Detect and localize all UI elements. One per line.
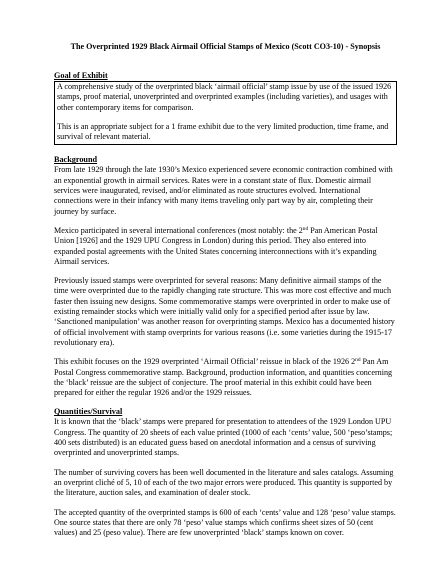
background-paragraph-2-text-b: Pan American Postal Union [1926] and the 1929 UPU Congress in London) during this period. They also entered into expanded postal agreements with the United States concerning interconnections with it’s expanding Airmail services. xyxy=(54,225,378,266)
goal-box xyxy=(54,81,397,145)
goal-section xyxy=(54,71,397,145)
background-paragraph-3: Previously issued stamps were overprinted for several reasons: Many definitive airmail stamps of the time were overprinted due to the rapidly changing rate structure. This was more cost effective and much faster then issuing new designs. Some commemorative stamps were overprinted in order to make use of existing remainder stocks which were initially valid only for a specified period after issue by law. ‘Sanctioned manipulation’ was another reason for overprinting stamps. Mexico has a documented history of official involvement with stamp overprints for various reasons (i.e. some varieties during the 1915-17 revolutionary era). xyxy=(54,276,395,347)
background-heading: Background xyxy=(54,155,98,165)
background-paragraph-1: From late 1929 through the late 1930’s Mexico experienced severe economic contraction combined with an exponential growth in airmail services. Rates were in a constant state of flux. Domestic airmail services were inaugurated, revised, and/or eliminated as route structures evolved. International connections were in their infancy with many items traveling only part way by air, completing their journey by surface. xyxy=(54,165,393,216)
ordinal-superscript: nd xyxy=(302,225,309,232)
background-paragraph-2-text-a: Mexico participated in several international conferences (most notably: the 2 xyxy=(54,225,303,235)
goal-paragraph-2: This is an appropriate subject for a 1 frame exhibit due to the very limited production, time frame, and survival of relevant material. xyxy=(57,121,389,142)
background-paragraph-4 xyxy=(54,357,397,398)
quantities-heading: Quantities/Survival xyxy=(54,407,123,417)
quantities-paragraph-1: It is known that the ‘black’ stamps were prepared for presentation to attendees of the 1929 London UPU Congress. The quantity of 20 sheets of each value printed (1000 of each ‘cents’ value, 500 ‘peso’stamps; 400 sets distributed) is an educated guess based on anecdotal information and a census of surviving overprinted and unoverprinted stamps. xyxy=(54,417,393,458)
background-section xyxy=(54,155,397,398)
ordinal-superscript: nd xyxy=(355,357,361,364)
goal-paragraph-1: A comprehensive study of the overprinted black ‘airmail official’ stamp issue by use of the issued 1926 stamps, proof material, unoverprinted and overprinted examples (including varieties), and usages with other contemporary items for comparison. xyxy=(57,82,392,112)
background-paragraph-2 xyxy=(54,226,397,267)
background-paragraph-4-text-b: Pan Am Postal Congress commemorative stamp. Background, production information, and quantities concerning the ‘black’ reissue are the subject of conjecture. The proof material in this exhibit could have been prepared for either the regular 1926 and/or the 1929 reissues. xyxy=(54,357,393,398)
document-title: The Overprinted 1929 Black Airmail Official Stamps of Mexico (Scott CO3-10) - Synopsis xyxy=(70,42,381,51)
quantities-section xyxy=(54,407,397,538)
goal-heading: Goal of Exhibit xyxy=(54,71,108,80)
background-paragraph-4-text-a: This exhibit focuses on the 1929 overprinted ‘Airmail Official’ reissue in black of the 1926 2 xyxy=(54,357,356,367)
quantities-paragraph-2: The number of surviving covers has been well documented in the literature and sales catalogs. Assuming an overprint cliché of 5, 10 of each of the two major errors were produced. This quantity is supported by the literature, auction sales, and examination of dealer stock. xyxy=(54,467,394,498)
quantities-paragraph-3: The accepted quantity of the overprinted stamps is 600 of each ‘cents’ value and 128 ‘peso’ value stamps. One source states that there are only 78 ‘peso’ value stamps which confirms sheet sizes of 50 (cent values) and 25 (peso value). There are few unoverprinted ‘black’ stamps known on cover. xyxy=(54,507,396,538)
